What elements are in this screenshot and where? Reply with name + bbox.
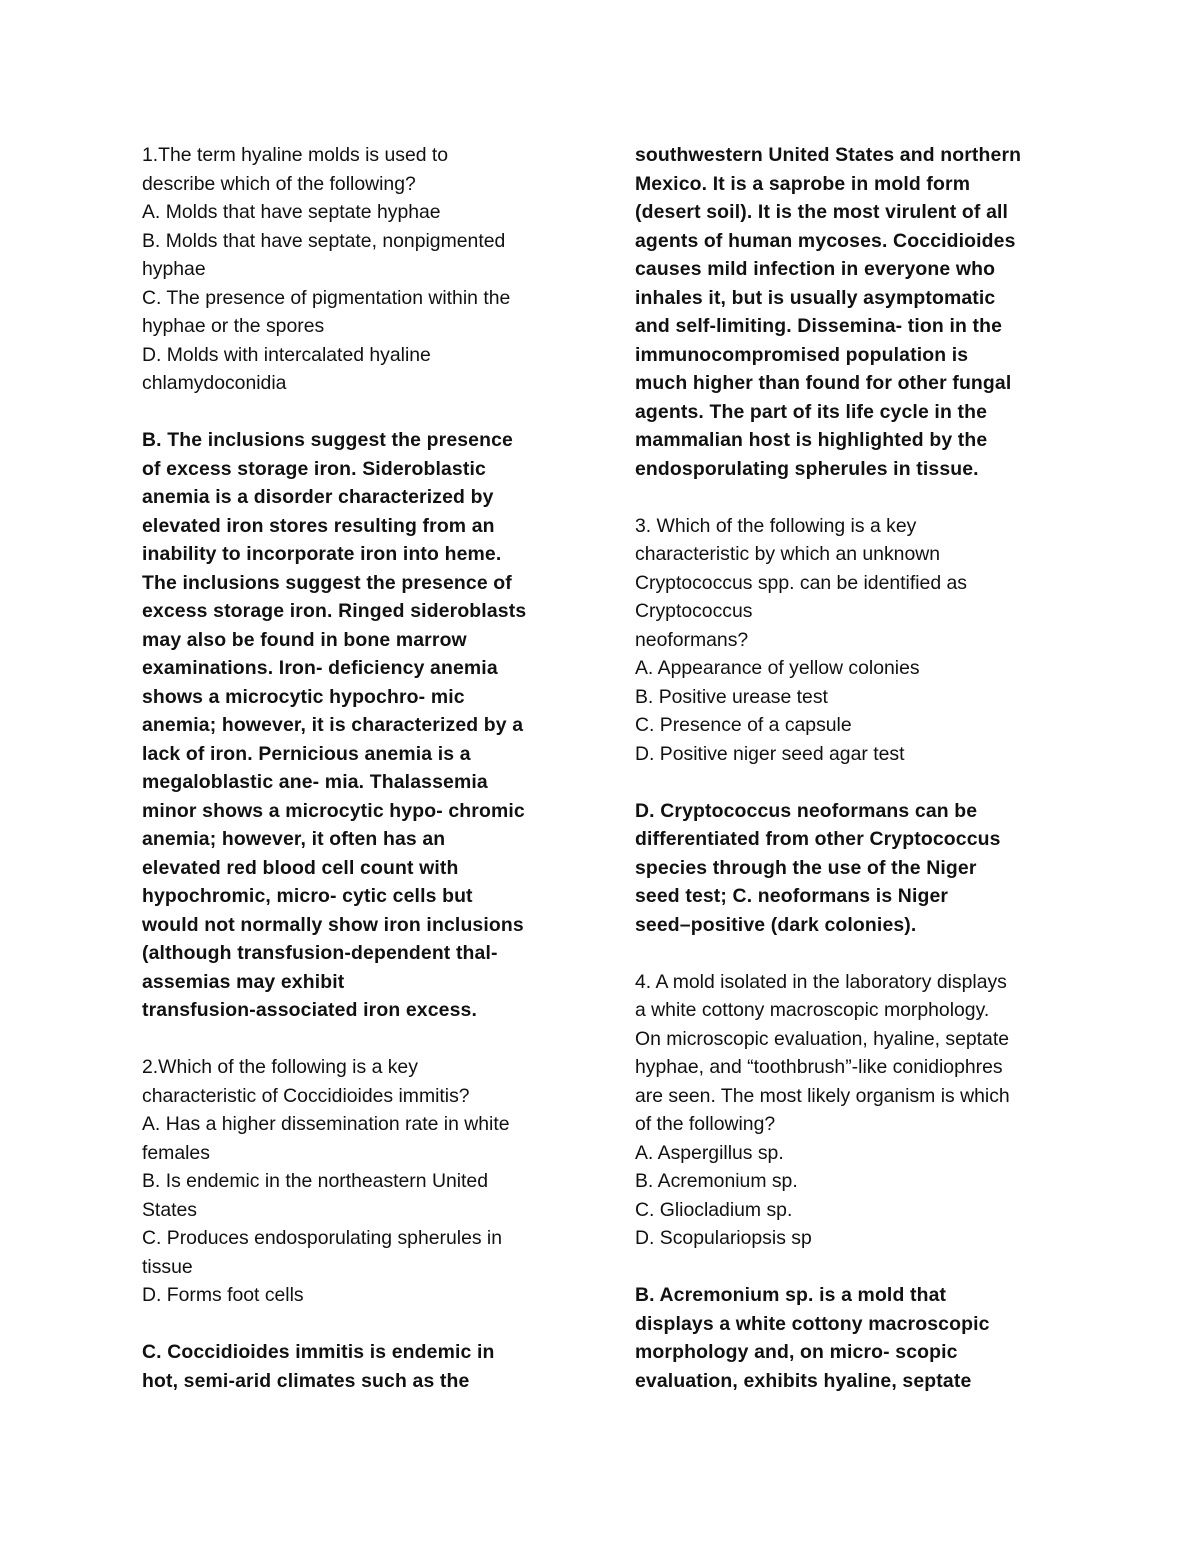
text-line: are seen. The most likely organism is which [635, 1084, 1010, 1107]
left-column [142, 141, 572, 1395]
text-line: hypochromic, micro- cytic cells but [142, 885, 473, 907]
text-line: hyphae [142, 258, 206, 280]
text-line: transfusion-associated iron excess. [142, 999, 478, 1021]
text-line: excess storage iron. Ringed sideroblasts [142, 600, 527, 622]
text-line: and self-limiting. Dissemina- tion in the [635, 315, 1003, 337]
text-line: C. Presence of a capsule [635, 714, 852, 736]
text-line: 3. Which of the following is a key [635, 514, 917, 537]
text-line: A. Has a higher dissemination rate in white [142, 1113, 510, 1135]
text-line: States [142, 1198, 197, 1221]
question-1 [142, 141, 572, 398]
text-line: A. Appearance of yellow colonies [635, 657, 920, 679]
text-line: differentiated from other Cryptococcus [635, 828, 1001, 850]
text-line: species through the use of the Niger [635, 856, 977, 879]
text-line: of the following? [635, 1113, 776, 1135]
text-line: hyphae or the spores [142, 315, 325, 337]
text-line: morphology and, on micro- scopic [635, 1341, 958, 1363]
text-line: On microscopic evaluation, hyaline, septate [635, 1027, 1010, 1050]
text-line: elevated red blood cell count with [142, 856, 459, 879]
text-line: 4. A mold isolated in the laboratory displays [635, 970, 1007, 993]
text-line: Cryptococcus spp. can be identified as [635, 571, 967, 594]
text-line: agents. The part of its life cycle in the [635, 400, 988, 423]
text-line: immunocompromised population is [635, 343, 969, 366]
text-line: much higher than found for other fungal [635, 372, 1012, 394]
text-line: tissue [142, 1255, 193, 1278]
text-line: D. Scopulariopsis sp [635, 1227, 812, 1249]
text-line: females [142, 1141, 210, 1164]
text-line: Mexico. It is a saprobe in mold form [635, 172, 971, 195]
text-line: 1.The term hyaline molds is used to [142, 144, 449, 166]
text-line: chlamydoconidia [142, 372, 287, 394]
text-line: D. Positive niger seed agar test [635, 742, 905, 765]
text-line: C. Coccidioides immitis is endemic in [142, 1341, 495, 1363]
text-line: describe which of the following? [142, 172, 416, 195]
text-line: endosporulating spherules in tissue. [635, 457, 979, 480]
text-line: megaloblastic ane- mia. Thalassemia [142, 771, 488, 793]
text-line: southwestern United States and northern [635, 144, 1022, 166]
text-line: neoformans? [635, 628, 749, 651]
text-line: inhales it, but is usually asymptomatic [635, 286, 996, 309]
text-line: D. Cryptococcus neoformans can be [635, 799, 978, 822]
text-line: A. Molds that have septate hyphae [142, 201, 441, 223]
text-line: lack of iron. Pernicious anemia is a [142, 742, 471, 765]
answer-2 [142, 1338, 572, 1395]
text-line: (desert soil). It is the most virulent of all [635, 201, 1009, 223]
answer-4 [635, 1281, 1070, 1395]
text-line: 2.Which of the following is a key [142, 1056, 418, 1078]
question-2 [142, 1053, 572, 1310]
text-line: B. Is endemic in the northeastern United [142, 1170, 488, 1192]
answer-1 [142, 426, 572, 1025]
text-line: seed–positive (dark colonies). [635, 913, 917, 936]
text-line: assemias may exhibit [142, 970, 345, 993]
text-line: seed test; C. neoformans is Niger [635, 885, 949, 907]
text-line: The inclusions suggest the presence of [142, 571, 512, 594]
question-3 [635, 512, 1070, 769]
text-line: a white cottony macroscopic morphology. [635, 999, 990, 1021]
text-line: B. Acremonium sp. [635, 1170, 798, 1192]
text-line: characteristic of Coccidioides immitis? [142, 1084, 470, 1107]
text-line: Cryptococcus [635, 600, 753, 622]
text-line: C. Gliocladium sp. [635, 1198, 793, 1221]
text-line: hyphae, and “toothbrush”-like conidiophres [635, 1056, 1003, 1078]
text-line: anemia; however, it often has an [142, 828, 446, 850]
text-line: minor shows a microcytic hypo- chromic [142, 799, 525, 822]
text-line: shows a microcytic hypochro- mic [142, 685, 465, 708]
right-column [635, 141, 1070, 1395]
text-line: hot, semi-arid climates such as the [142, 1369, 470, 1392]
text-line: anemia is a disorder characterized by [142, 486, 494, 508]
text-line: D. Molds with intercalated hyaline [142, 343, 431, 366]
question-4 [635, 968, 1070, 1253]
text-line: C. The presence of pigmentation within the [142, 286, 511, 309]
text-line: of excess storage iron. Sideroblastic [142, 457, 486, 480]
text-line: would not normally show iron inclusions [142, 913, 524, 936]
text-line: examinations. Iron- deficiency anemia [142, 657, 498, 679]
text-line: (although transfusion-dependent thal- [142, 942, 498, 964]
text-line: B. Positive urease test [635, 685, 828, 708]
text-line: B. The inclusions suggest the presence [142, 429, 513, 451]
text-line: inability to incorporate iron into heme. [142, 543, 502, 565]
text-line: D. Forms foot cells [142, 1284, 304, 1306]
text-line: causes mild infection in everyone who [635, 258, 996, 280]
answer-2-continued [635, 141, 1070, 483]
answer-3 [635, 797, 1070, 940]
text-line: characteristic by which an unknown [635, 543, 941, 565]
text-line: mammalian host is highlighted by the [635, 429, 988, 451]
text-line: C. Produces endosporulating spherules in [142, 1227, 503, 1249]
text-line: may also be found in bone marrow [142, 628, 467, 651]
text-line: B. Molds that have septate, nonpigmented [142, 229, 506, 252]
text-line: elevated iron stores resulting from an [142, 514, 495, 537]
text-line: anemia; however, it is characterized by a [142, 714, 524, 736]
text-line: A. Aspergillus sp. [635, 1141, 784, 1164]
text-line: agents of human mycoses. Coccidioides [635, 229, 1016, 252]
text-line: evaluation, exhibits hyaline, septate [635, 1369, 972, 1392]
text-line: displays a white cottony macroscopic [635, 1312, 990, 1335]
text-line: B. Acremonium sp. is a mold that [635, 1284, 947, 1306]
